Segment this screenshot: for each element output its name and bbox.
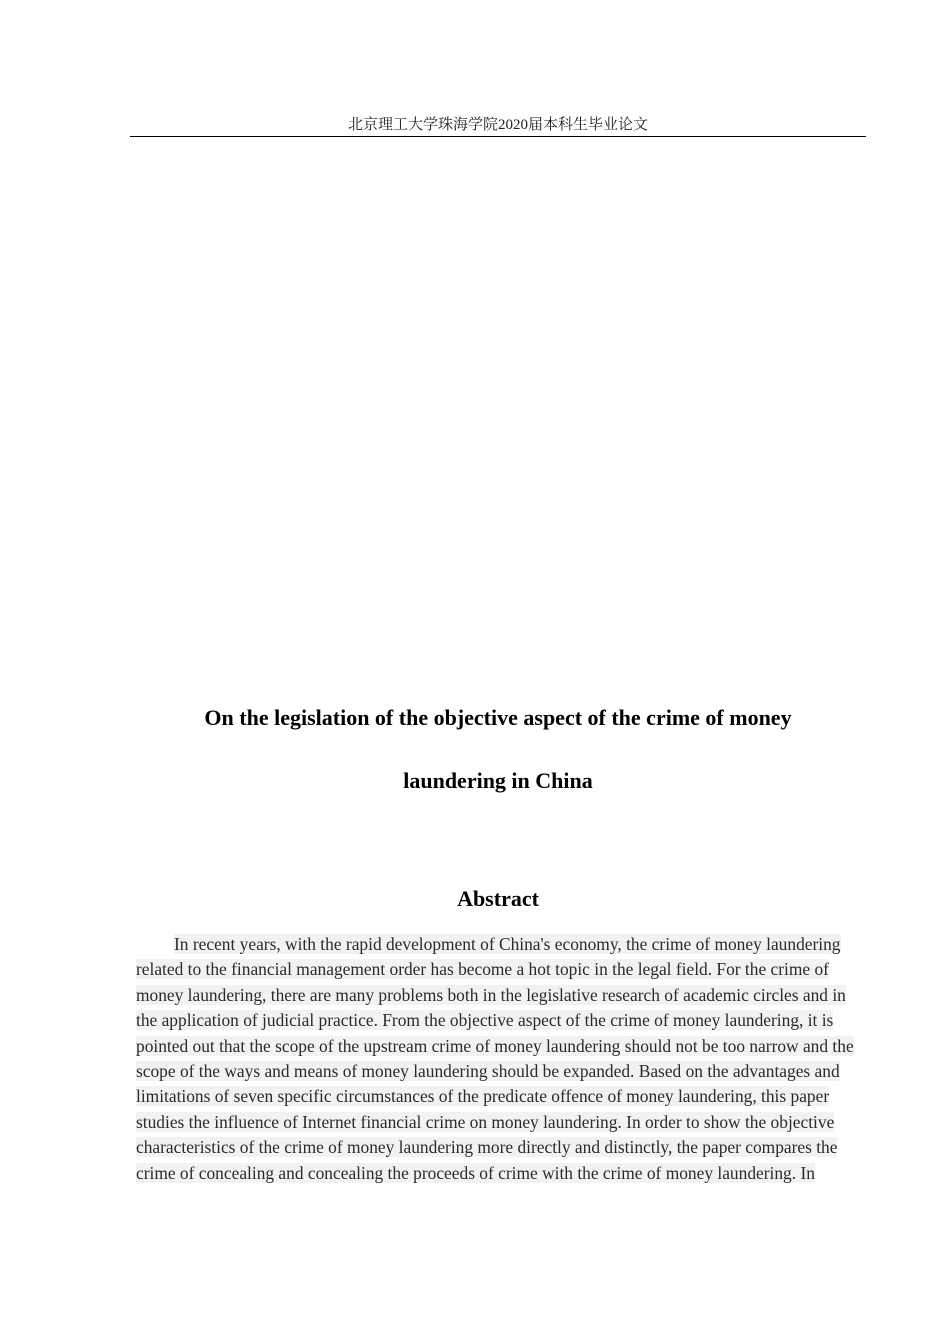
running-header: 北京理工大学珠海学院2020届本科生毕业论文 [130, 116, 866, 137]
abstract-body-text: In recent years, with the rapid development of China's economy, the crime of money laundering related to the financial management order has become a hot topic in the legal field. For the crime of money laundering, there are many problems both in the legislative research of academic circles and in the application of judicial practice. From the objective aspect of the crime of money laundering, it is pointed out that the scope of the upstream crime of money laundering should not be too narrow and the scope of the ways and means of money laundering should be expanded. Based on the advantages and limitations of seven specific circumstances of the predicate offence of money laundering, this paper studies the influence of Internet financial crime on money laundering. In order to show the objective characteristics of the crime of money laundering more directly and distinctly, the paper compares the crime of concealing and concealing the proceeds of crime with the crime of money laundering. In [136, 934, 854, 1183]
paper-title-line-1: On the legislation of the objective aspect of the crime of money [204, 705, 792, 730]
paper-title [130, 702, 866, 797]
abstract-heading: Abstract [457, 886, 539, 911]
paper-title-line-2: laundering in China [403, 768, 593, 793]
abstract-body [136, 932, 860, 1186]
